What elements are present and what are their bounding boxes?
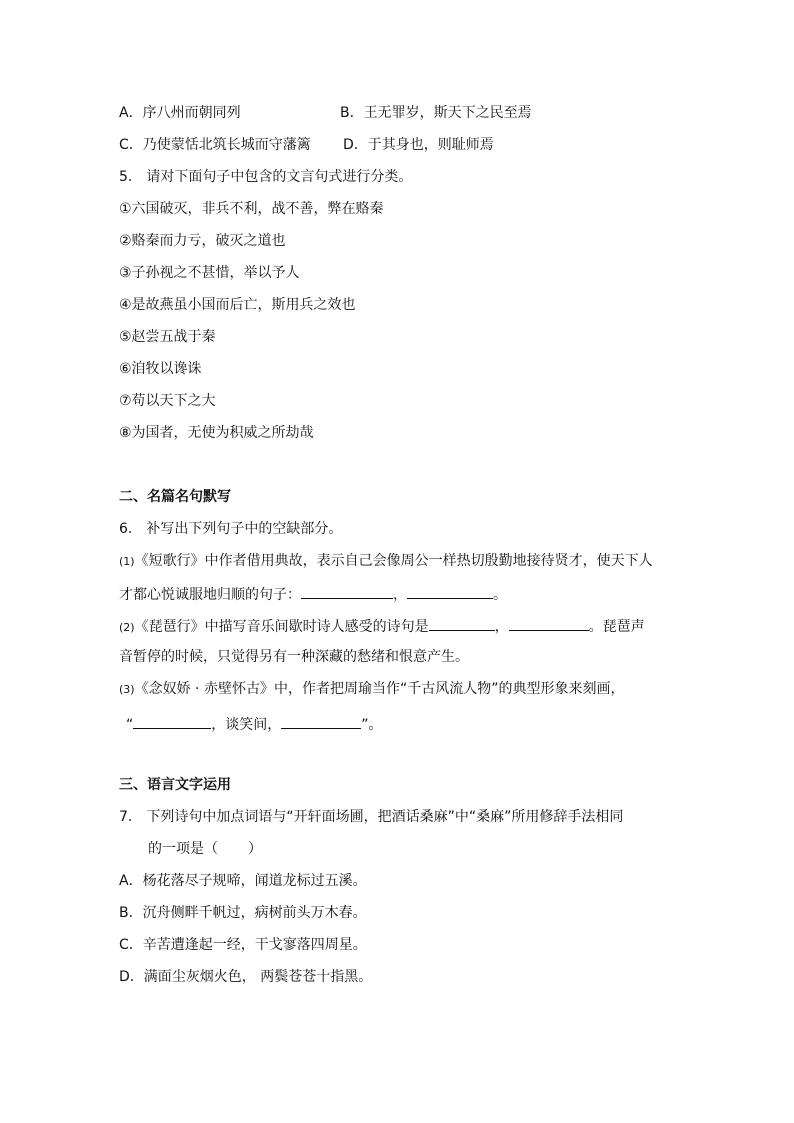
q7-stem-text: 的一项是（ bbox=[148, 841, 218, 857]
q5-stem: 5. 请对下面句子中包含的文言句式进行分类。 bbox=[119, 169, 413, 185]
answer-blank[interactable] bbox=[509, 616, 589, 631]
q5-item: ⑧为国者，无使为积威之所劫哉 bbox=[119, 425, 314, 441]
q7-stem-line1: 7. 下列诗句中加点词语与“开轩面场圃，把酒话桑麻”中“桑麻”所用修辞手法相同 bbox=[119, 809, 624, 825]
q5-item: ⑤赵尝五战于秦 bbox=[119, 329, 216, 345]
q5-item: ②赂秦而力亏，破灭之道也 bbox=[119, 233, 286, 249]
answer-blank[interactable] bbox=[429, 616, 495, 631]
answer-blank[interactable] bbox=[133, 714, 211, 729]
q4-option-row-ab bbox=[119, 104, 532, 122]
q6-part2-line1 bbox=[119, 616, 645, 637]
answer-blank[interactable] bbox=[407, 584, 493, 599]
q6-part1-text: 《短歌行》中作者借用典故，表示自己会像周公一样热切殷勤地接待贤才，使天下人 bbox=[134, 553, 653, 569]
q5-item: ④是故燕虽小国而后亡，斯用兵之效也 bbox=[119, 297, 356, 313]
punctuation: 。 bbox=[493, 587, 507, 603]
q6-part1-line2 bbox=[119, 584, 507, 604]
q6-part2-number: (2) bbox=[119, 621, 135, 634]
q7-option-a: A．杨花落尽子规啼，闻道龙标过五溪。 bbox=[119, 873, 367, 889]
punctuation: “ bbox=[126, 717, 134, 733]
q6-part1-text-cont: 才都心悦诚服地归顺的句子： bbox=[119, 587, 301, 603]
answer-blank[interactable] bbox=[301, 584, 393, 599]
q5-item: ③子孙视之不甚惜，举以予人 bbox=[119, 265, 300, 281]
q6-part2-line2: 音暂停的时候，只觉得另有一种深藏的愁绪和恨意产生。 bbox=[119, 649, 469, 665]
q4-option-a: A．序八州而朝同列 bbox=[119, 105, 241, 121]
q4-option-c: C．乃使蒙恬北筑长城而守藩篱 bbox=[119, 137, 311, 153]
q5-item: ⑥洎牧以谗诛 bbox=[119, 361, 202, 377]
punctuation: ”。 bbox=[361, 717, 383, 733]
q4-option-d: D．于其身也，则耻师焉 bbox=[343, 137, 494, 153]
q7-option-d: D．满面尘灰烟火色， 两鬓苍苍十指黑。 bbox=[119, 969, 373, 985]
q4-option-b: B．王无罪岁，斯天下之民至焉 bbox=[340, 105, 532, 121]
section-heading: 三、语言文字运用 bbox=[119, 777, 231, 793]
q6-part3-number: (3) bbox=[119, 683, 135, 696]
q5-item: ①六国破灭，非兵不利，战不善，弊在赂秦 bbox=[119, 201, 384, 217]
section-heading: 二、名篇名句默写 bbox=[119, 489, 231, 505]
q7-option-c: C．辛苦遭逢起一经，干戈寥落四周星。 bbox=[119, 937, 367, 953]
q6-part3-line1 bbox=[119, 680, 624, 699]
q6-part1-number: (1) bbox=[119, 555, 135, 568]
q7-stem-line2 bbox=[148, 840, 262, 858]
q6-part1-line1 bbox=[119, 552, 653, 571]
q6-part3-text: 《念奴娇 · 赤壁怀古》中，作者把周瑜当作“千古风流人物”的典型形象来刻画， bbox=[134, 681, 625, 697]
punctuation: ， bbox=[494, 619, 509, 635]
punctuation: ， bbox=[393, 587, 407, 603]
q6-part3-line2 bbox=[126, 714, 383, 734]
q7-option-b: B．沉舟侧畔千帆过，病树前头万木春。 bbox=[119, 905, 367, 921]
q6-part3-mid: ，谈笑间， bbox=[211, 717, 282, 733]
q6-stem: 6. 补写出下列句子中的空缺部分。 bbox=[119, 521, 343, 537]
q5-item: ⑦苟以天下之大 bbox=[119, 393, 216, 409]
q6-part2-tail: 。琵琶声 bbox=[588, 619, 645, 635]
q4-option-row-cd bbox=[119, 136, 494, 154]
punctuation: ） bbox=[248, 841, 262, 857]
answer-blank[interactable] bbox=[281, 714, 361, 729]
q6-part2-text: 《琵琶行》中描写音乐间歇时诗人感受的诗句是 bbox=[134, 619, 429, 635]
